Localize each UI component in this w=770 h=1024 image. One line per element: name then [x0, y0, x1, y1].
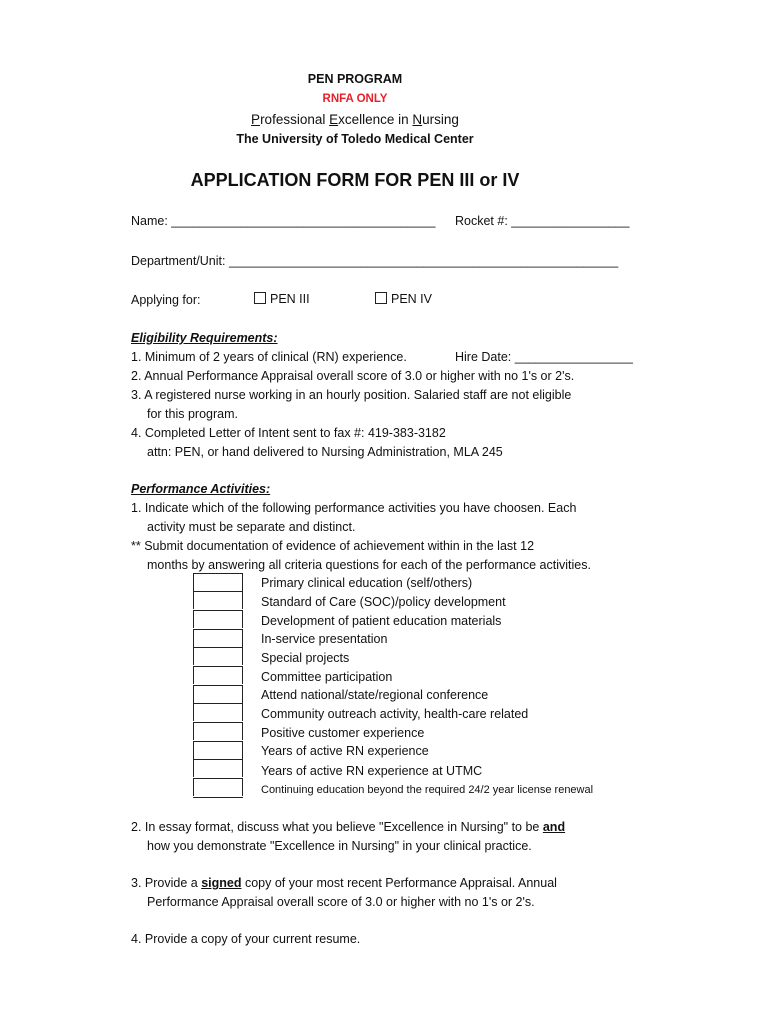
- institution-name: The University of Toledo Medical Center: [236, 132, 474, 146]
- activity-box-5[interactable]: [193, 647, 243, 665]
- eligibility-item-3: 3. A registered nurse working in an hourly position. Salaried staff are not eligible: [131, 388, 572, 402]
- pen3-checkbox[interactable]: [254, 292, 266, 304]
- eligibility-item-3-cont: for this program.: [147, 407, 239, 421]
- rnfa-label: RNFA ONLY: [322, 93, 388, 105]
- eligibility-item-1: 1. Minimum of 2 years of clinical (RN) experience.: [131, 350, 407, 364]
- form-title: APPLICATION FORM FOR PEN III or IV: [190, 170, 520, 190]
- activity-box-bottom: [193, 797, 243, 798]
- performance-item-3-cont: Performance Appraisal overall score of 3.0 or higher with no 1's or 2's.: [147, 895, 535, 909]
- performance-note-cont: months by answering all criteria questions for each of the performance activities.: [147, 558, 591, 572]
- eligibility-heading: Eligibility Requirements:: [131, 331, 278, 345]
- activity-box-11[interactable]: [193, 759, 243, 777]
- activity-label: Attend national/state/regional conference: [261, 688, 489, 702]
- activity-label: Primary clinical education (self/others): [261, 576, 473, 590]
- activity-box-3[interactable]: [193, 610, 243, 628]
- activity-label: Community outreach activity, health-care related: [261, 707, 529, 721]
- program-title: PEN PROGRAM: [307, 72, 403, 86]
- department-field[interactable]: Department/Unit: ________________________________________________________: [131, 254, 619, 268]
- pen3-option[interactable]: PEN III: [254, 292, 310, 306]
- performance-item-2: 2. In essay format, discuss what you believe "Excellence in Nursing" to be and: [131, 820, 566, 834]
- activity-box-12[interactable]: [193, 778, 243, 796]
- activity-box-7[interactable]: [193, 685, 243, 703]
- name-field[interactable]: Name: ______________________________________: [131, 214, 436, 228]
- activity-label: Years of active RN experience at UTMC: [261, 764, 483, 778]
- activity-label: Committee participation: [261, 670, 393, 684]
- performance-item-1-cont: activity must be separate and distinct.: [147, 520, 356, 534]
- eligibility-item-2: 2. Annual Performance Appraisal overall score of 3.0 or higher with no 1's or 2's.: [131, 369, 575, 383]
- activity-box-9[interactable]: [193, 722, 243, 740]
- performance-item-2-cont: how you demonstrate "Excellence in Nursing" in your clinical practice.: [147, 839, 532, 853]
- activity-label: Development of patient education materials: [261, 614, 502, 628]
- activity-box-4[interactable]: [193, 629, 243, 647]
- pen4-checkbox[interactable]: [375, 292, 387, 304]
- activity-label: Special projects: [261, 651, 350, 665]
- rocket-field[interactable]: Rocket #: _________________: [455, 214, 630, 228]
- applying-for-label: Applying for:: [131, 293, 201, 307]
- performance-item-4: 4. Provide a copy of your current resume.: [131, 932, 361, 946]
- program-subtitle: Professional Excellence in Nursing: [251, 112, 459, 127]
- performance-heading: Performance Activities:: [131, 482, 271, 496]
- activity-label: Positive customer experience: [261, 726, 425, 740]
- pen4-option[interactable]: PEN IV: [375, 292, 432, 306]
- activity-label: Years of active RN experience: [261, 744, 429, 758]
- eligibility-item-4-cont: attn: PEN, or hand delivered to Nursing Administration, MLA 245: [147, 445, 503, 459]
- activity-label: In-service presentation: [261, 632, 388, 646]
- activity-box-6[interactable]: [193, 666, 243, 684]
- activity-box-2[interactable]: [193, 591, 243, 609]
- activity-box-1[interactable]: [193, 573, 243, 591]
- activity-label: Continuing education beyond the required 24/2 year license renewal: [261, 784, 594, 796]
- hire-date-field[interactable]: Hire Date: _________________: [455, 350, 633, 364]
- activity-box-10[interactable]: [193, 741, 243, 759]
- performance-item-3: 3. Provide a signed copy of your most recent Performance Appraisal. Annual: [131, 876, 557, 890]
- activity-box-8[interactable]: [193, 703, 243, 721]
- performance-item-1: 1. Indicate which of the following performance activities you have choosen. Each: [131, 501, 577, 515]
- performance-note: ** Submit documentation of evidence of achievement within in the last 12: [131, 539, 535, 553]
- eligibility-item-4: 4. Completed Letter of Intent sent to fax #: 419-383-3182: [131, 426, 446, 440]
- activity-label: Standard of Care (SOC)/policy development: [261, 595, 506, 609]
